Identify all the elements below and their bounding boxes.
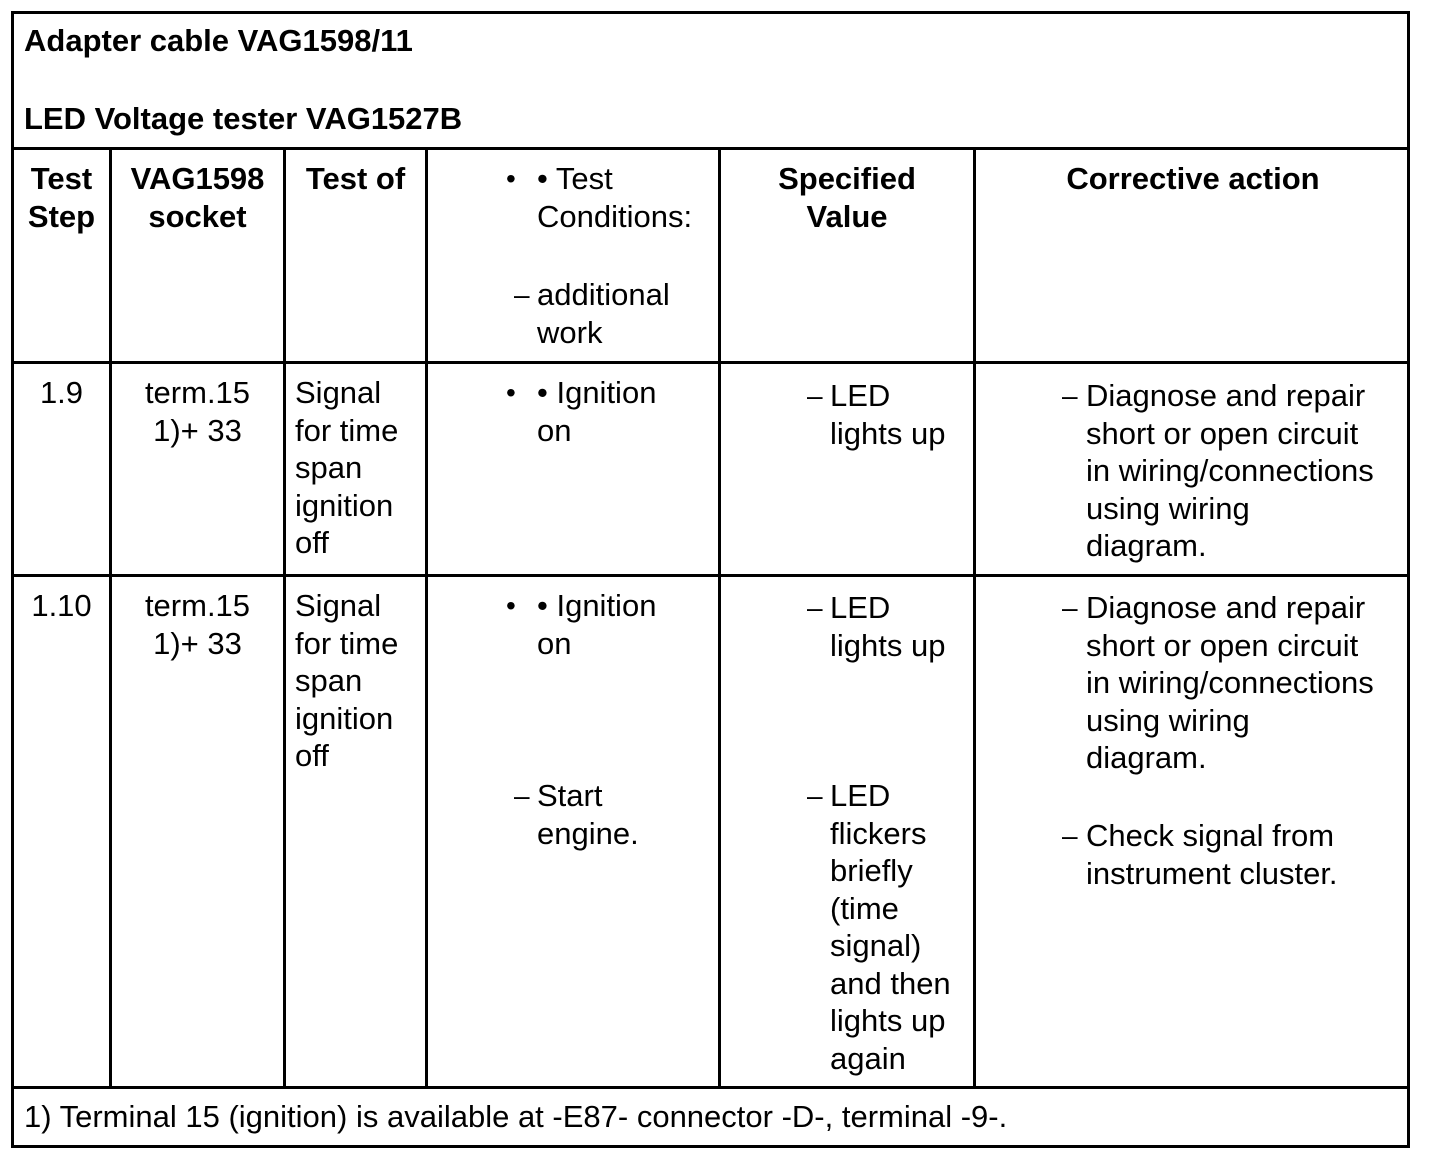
header-specified-value: Specified Value xyxy=(778,161,916,234)
dash-icon: – xyxy=(514,279,530,310)
dash-icon: – xyxy=(1062,820,1078,851)
row-2-corrective-action-check-signal: Check signal from instrument cluster. xyxy=(1086,818,1338,891)
test-table xyxy=(11,11,1410,1148)
column-divider xyxy=(425,147,428,1089)
row-1-specified-value: LED lights up xyxy=(830,378,946,451)
footnote: 1) Terminal 15 (ignition) is available at -E87- connector -D-, terminal -9-. xyxy=(24,1099,1008,1134)
header-corrective-action: Corrective action xyxy=(1066,161,1320,196)
row-divider xyxy=(14,574,1407,577)
header-test-step: Test Step xyxy=(27,161,96,234)
row-2-condition: • Ignition on xyxy=(537,588,657,661)
row-2-corrective-action: Diagnose and repair short or open circuit in wiring/connections using wiring diagram. xyxy=(1086,590,1374,775)
row-1-condition: • Ignition on xyxy=(537,375,657,448)
row-2-test-of: Signal for time span ignition off xyxy=(295,588,399,773)
bullet-icon: • xyxy=(506,163,516,194)
column-divider xyxy=(283,147,286,1089)
row-1-step: 1.9 xyxy=(39,375,84,410)
dash-icon: – xyxy=(514,780,530,811)
row-1-socket: term.15 1)+ 33 xyxy=(144,375,251,448)
row-1-test-of: Signal for time span ignition off xyxy=(295,375,399,560)
header-divider xyxy=(14,361,1407,364)
row-2-socket: term.15 1)+ 33 xyxy=(144,588,251,661)
row-2-step: 1.10 xyxy=(31,588,92,623)
header-test-of: Test of xyxy=(305,161,406,196)
dash-icon: – xyxy=(807,380,823,411)
title-led-tester: LED Voltage tester VAG1527B xyxy=(24,101,463,136)
header-additional-work: additional work xyxy=(537,277,670,350)
dash-icon: – xyxy=(807,780,823,811)
column-divider xyxy=(973,147,976,1089)
dash-icon: – xyxy=(1062,380,1078,411)
title-divider xyxy=(14,147,1407,150)
dash-icon: – xyxy=(807,592,823,623)
row-2-condition-start-engine: Start engine. xyxy=(537,778,639,851)
dash-icon: – xyxy=(1062,592,1078,623)
row-2-specified-value-flicker: LED flickers briefly (time signal) and then lights up again xyxy=(830,778,951,1076)
bullet-icon: • xyxy=(506,590,516,621)
title-adapter-cable: Adapter cable VAG1598/11 xyxy=(24,23,413,58)
bullet-icon: • xyxy=(506,377,516,408)
row-2-specified-value: LED lights up xyxy=(830,590,946,663)
footnote-divider xyxy=(14,1086,1407,1089)
header-socket: VAG1598 socket xyxy=(130,161,265,234)
column-divider xyxy=(718,147,721,1089)
header-test-conditions: • Test Conditions: xyxy=(537,161,693,234)
row-1-corrective-action: Diagnose and repair short or open circuit in wiring/connections using wiring diagram. xyxy=(1086,378,1374,563)
